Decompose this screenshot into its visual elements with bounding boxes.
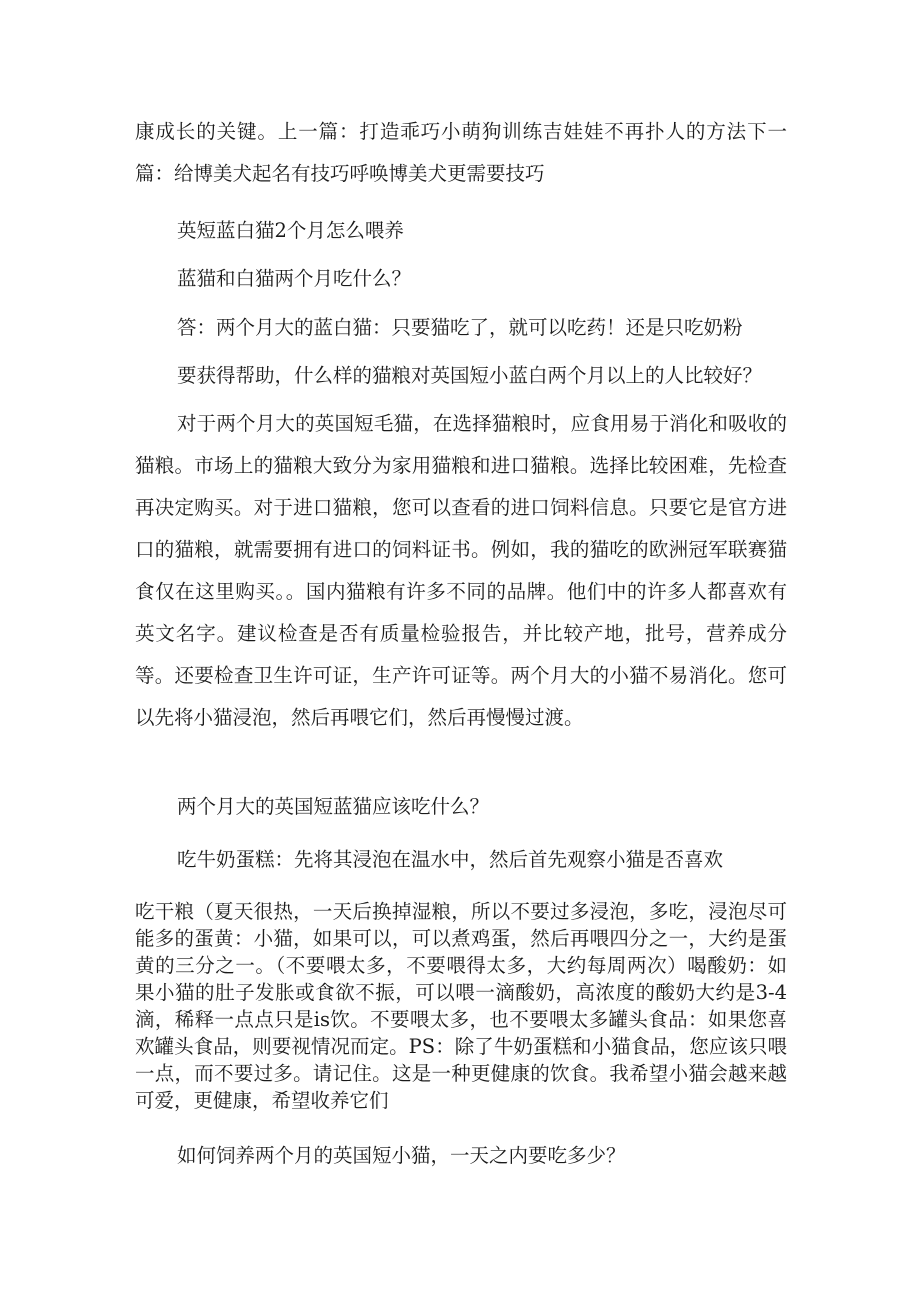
question-paragraph: 要获得帮助，什么样的猫粮对英国短小蓝白两个月以上的人比较好？ <box>177 364 763 387</box>
question-paragraph: 如何饲养两个月的英国短小猫，一天之内要吃多少？ <box>177 1144 626 1167</box>
answer-paragraph: 答：两个月大的蓝白猫：只要猫吃了，就可以吃药！还是只吃奶粉 <box>177 316 743 339</box>
question-paragraph: 两个月大的英国短蓝猫应该吃什么？ <box>177 795 490 818</box>
section-heading: 英短蓝白猫2个月怎么喂养 <box>177 219 404 242</box>
answer-paragraph: 对于两个月大的英国短毛猫，在选择猫粮时，应食用易于消化和吸收的猫粮。市场上的猫粮大致分为家用猫粮和进口猫粮。选择比较困难，先检查再决定购买。对于进口猫粮，您可以查看的进口饲料信息。只要它是官方进口的猫粮，就需要拥有进口的饲料证书。例如，我的猫吃的欧洲冠军联赛猫食仅在这里购买。。国内猫粮有许多不同的品牌。他们中的许多人都喜欢有英文名字。建议检查是否有质量检验报告，并比较产地，批号，营养成分等。还要检查卫生许可证，生产许可证等。两个月大的小猫不易消化。您可以先将小猫浸泡，然后再喂它们，然后再慢慢过渡。 <box>135 412 787 729</box>
question-paragraph: 蓝猫和白猫两个月吃什么？ <box>177 267 412 290</box>
answer-continuation-paragraph: 吃干粮（夏天很热，一天后换掉湿粮，所以不要过多浸泡，多吃，浸泡尽可能多的蛋黄：小猫，如果可以，可以煮鸡蛋，然后再喂四分之一，大约是蛋黄的三分之一。（不要喂太多，不要喂得太多，大约每周两次）喝酸奶：如果小猫的肚子发胀或食欲不振，可以喂一滴酸奶，高浓度的酸奶大约是3-4滴，稀释一点点只是is饮。不要喂太多，也不要喂太多罐头食品：如果您喜欢罐头食品，则要视情况而定。PS：除了牛奶蛋糕和小猫食品，您应该只喂一点，而不要过多。请记住。这是一种更健康的饮食。我希望小猫会越来越可爱，更健康，希望收养它们 <box>135 900 787 1112</box>
answer-paragraph: 吃牛奶蛋糕：先将其浸泡在温水中，然后首先观察小猫是否喜欢 <box>177 848 724 871</box>
intro-paragraph: 康成长的关键。上一篇：打造乖巧小萌狗训练吉娃娃不再扑人的方法下一篇：给博美犬起名有技巧呼唤博美犬更需要技巧 <box>135 120 787 185</box>
